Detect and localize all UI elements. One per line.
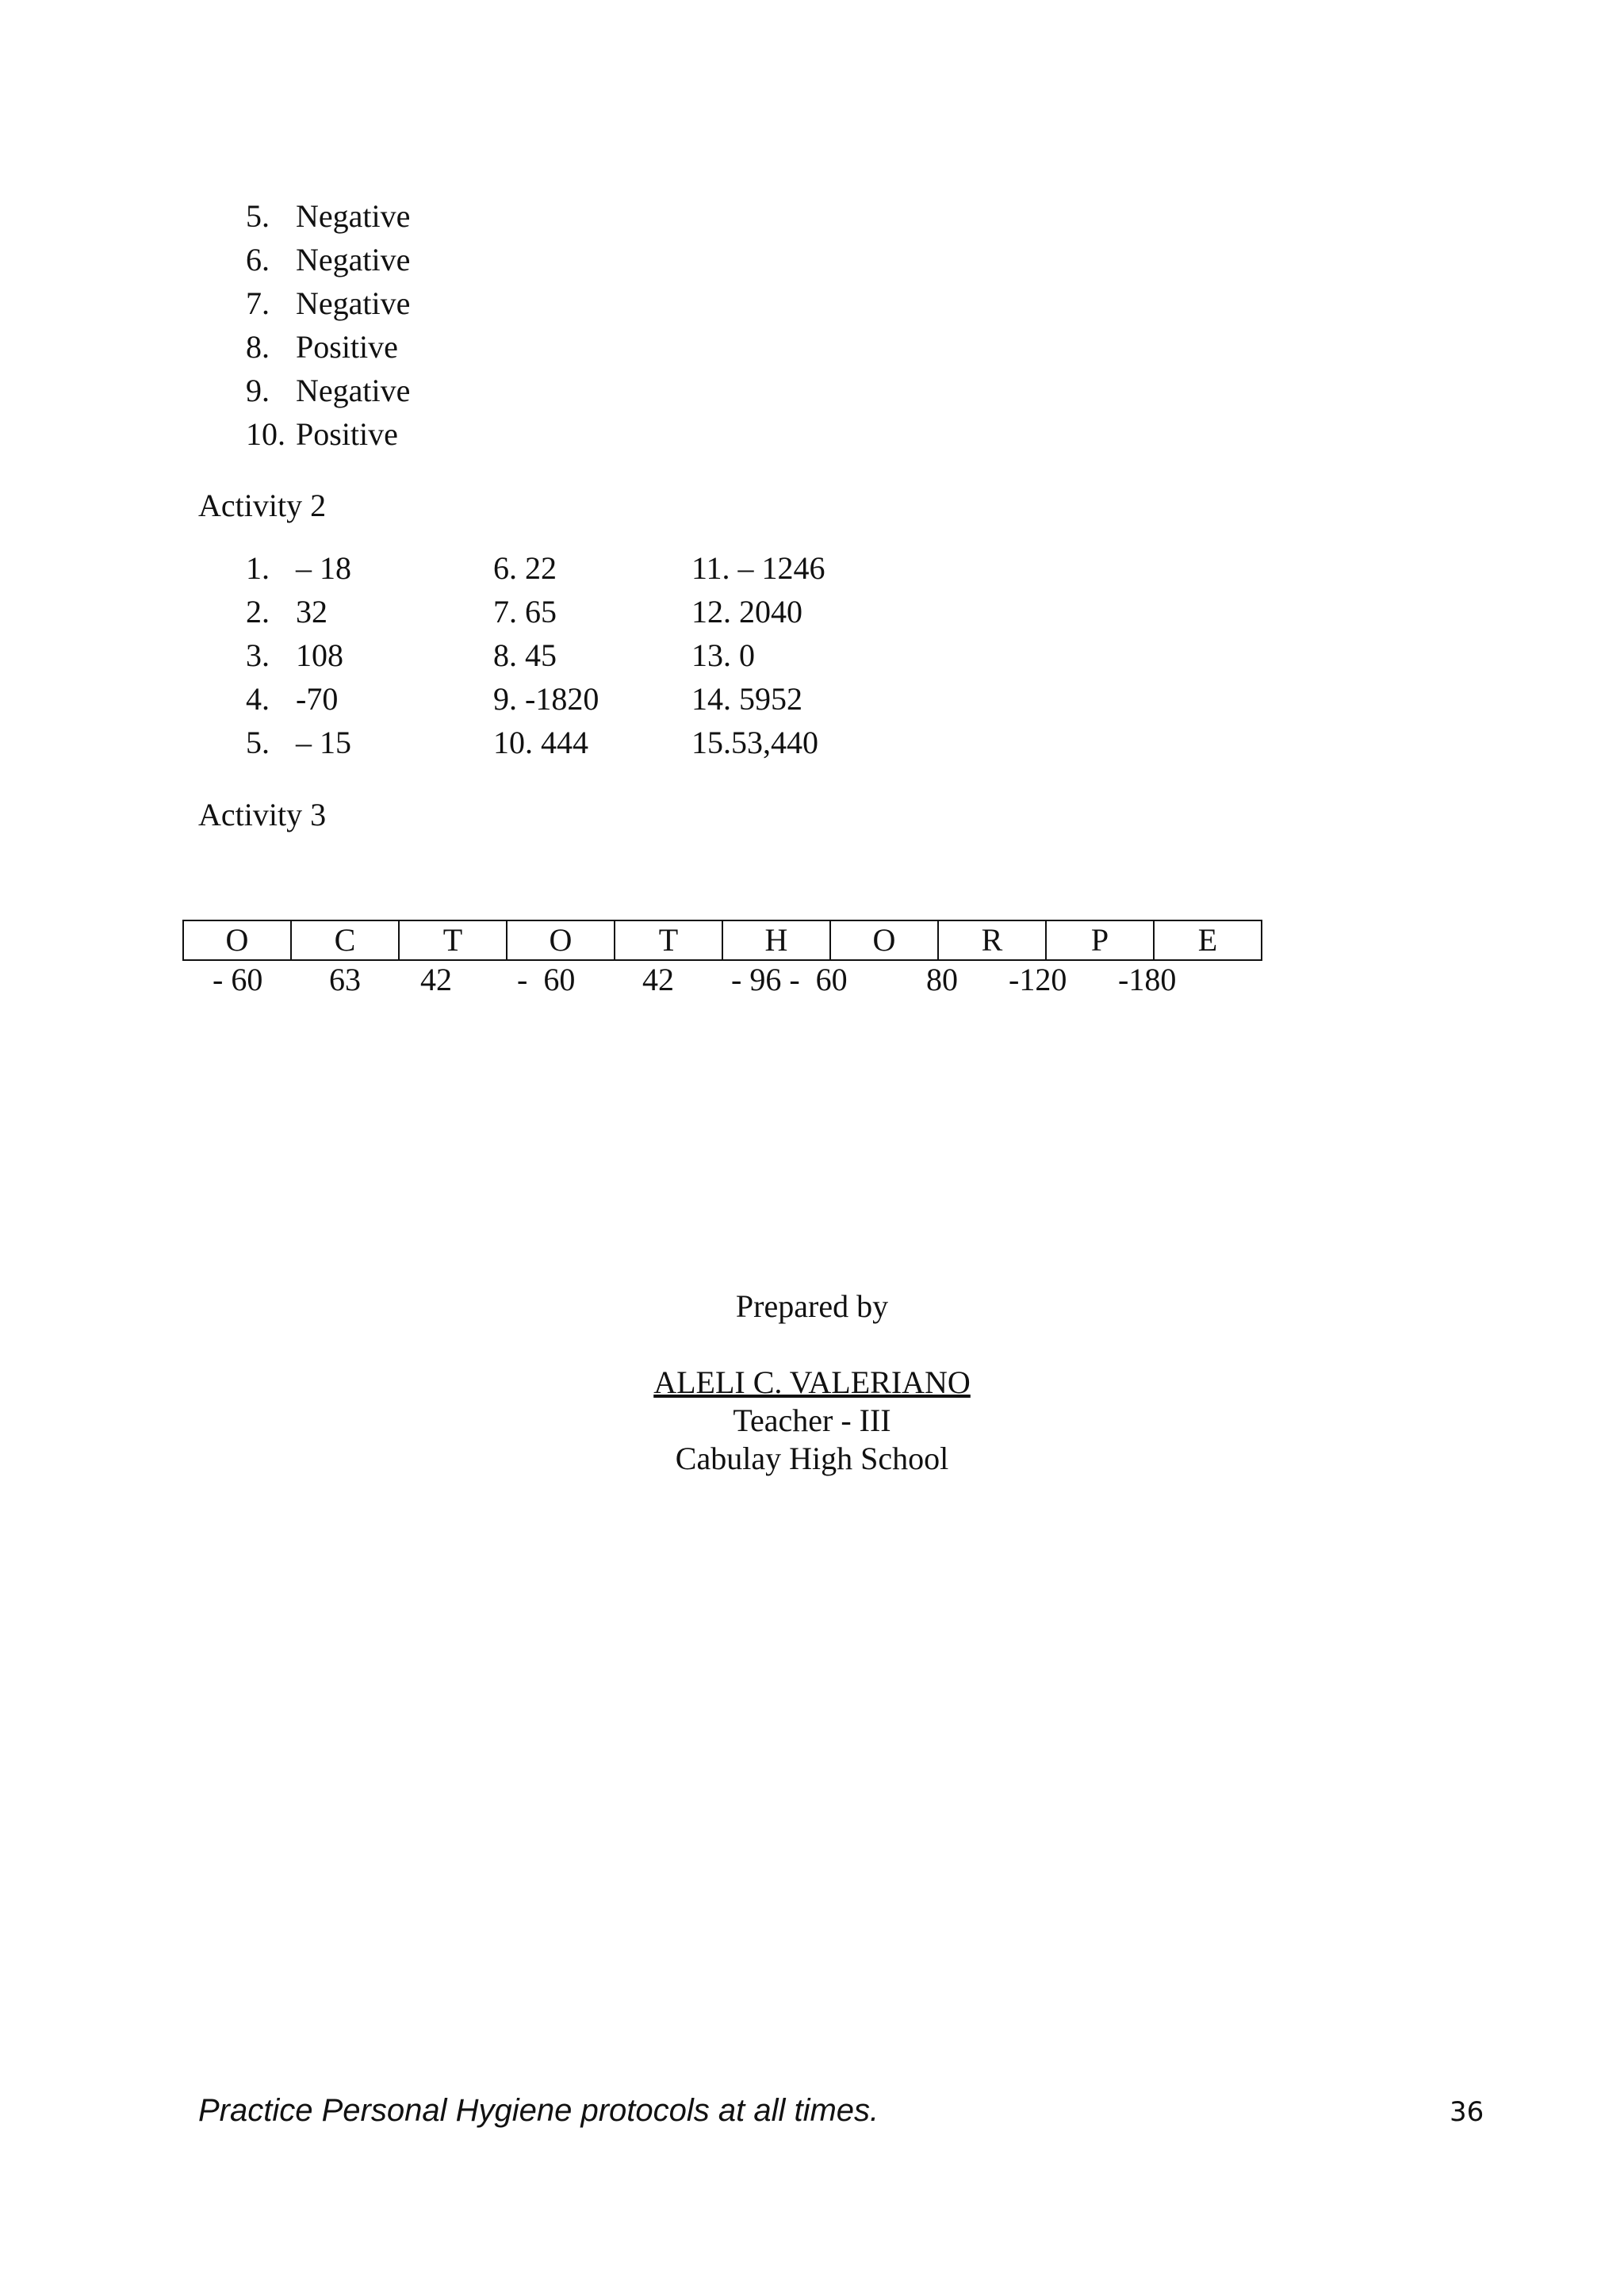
- activity-3-values: [182, 958, 1254, 1001]
- item-answer: 8. 45: [493, 637, 557, 673]
- item-number: 3.: [246, 637, 270, 673]
- item-number: 8.: [246, 329, 270, 365]
- table-row: [246, 546, 890, 590]
- list-item: [246, 369, 410, 412]
- letter-cell: C: [291, 920, 399, 960]
- letter-cell: O: [183, 920, 291, 960]
- letter-cell: T: [615, 920, 722, 960]
- list-item: [246, 238, 410, 281]
- item-number: 4.: [246, 681, 270, 717]
- activity-2-heading: Activity 2: [198, 488, 327, 523]
- item-answer: Negative: [296, 285, 411, 321]
- preparer-school: Cabulay High School: [675, 1441, 949, 1476]
- item-answer: Negative: [296, 373, 411, 408]
- item-answer: 6. 22: [493, 550, 557, 586]
- letter-cell: R: [938, 920, 1046, 960]
- item-answer: Positive: [296, 416, 398, 452]
- item-answer: 32: [296, 594, 327, 629]
- signature-name-wrapper: [0, 1360, 1624, 1404]
- letter-cell: O: [830, 920, 938, 960]
- value-label: - 60: [213, 962, 263, 997]
- value-label: 42: [420, 962, 452, 997]
- preparer-position: Teacher - III: [733, 1402, 891, 1438]
- item-answer: 9. -1820: [493, 681, 599, 717]
- item-number: 9.: [246, 373, 270, 408]
- list-item: [246, 281, 410, 325]
- item-number: 7.: [246, 285, 270, 321]
- item-number: 2.: [246, 594, 270, 629]
- page-number: 36: [1450, 2096, 1484, 2128]
- letter-cell: T: [399, 920, 507, 960]
- item-answer: – 15: [296, 725, 351, 760]
- table-row: [183, 920, 1262, 960]
- item-number: 6.: [246, 242, 270, 277]
- list-item: [246, 412, 410, 456]
- value-label: 42: [642, 962, 674, 997]
- table-row: [246, 590, 890, 633]
- list-item: [246, 194, 410, 238]
- item-answer: 12. 2040: [691, 594, 802, 629]
- item-answer: -70: [296, 681, 339, 717]
- activity-2-answers: [246, 546, 890, 764]
- item-answer: 108: [296, 637, 343, 673]
- activity-3-heading: Activity 3: [198, 797, 327, 832]
- item-answer: – 18: [296, 550, 351, 586]
- item-answer: 10. 444: [493, 725, 588, 760]
- item-answer: Negative: [296, 242, 411, 277]
- list-item: [246, 325, 410, 369]
- table-row: [246, 677, 890, 721]
- value-label: 80: [926, 962, 958, 997]
- item-answer: Negative: [296, 198, 411, 234]
- value-label: -180: [1118, 962, 1177, 997]
- value-label: 63: [329, 962, 361, 997]
- item-number: 5.: [246, 725, 270, 760]
- item-number: 10.: [246, 416, 285, 452]
- item-answer: Positive: [296, 329, 398, 365]
- item-answer: 7. 65: [493, 594, 557, 629]
- item-answer: 15.53,440: [691, 725, 818, 760]
- activity-3-letter-table: [182, 920, 1262, 961]
- letter-cell: O: [507, 920, 615, 960]
- value-label: - 60: [517, 962, 576, 997]
- item-answer: 14. 5952: [691, 681, 802, 717]
- footer-note: Practice Personal Hygiene protocols at all times.: [198, 2093, 879, 2128]
- prepared-by-label: Prepared by: [735, 1288, 889, 1324]
- letter-cell: E: [1154, 920, 1262, 960]
- item-number: 5.: [246, 198, 270, 234]
- answer-list-continued: [246, 194, 410, 456]
- table-row: [246, 633, 890, 677]
- table-row: [246, 721, 890, 764]
- value-label: -120: [1009, 962, 1067, 997]
- item-number: 1.: [246, 550, 270, 586]
- item-answer: 11. – 1246: [691, 550, 825, 586]
- item-answer: 13. 0: [691, 637, 755, 673]
- value-label: - 96 - 60: [731, 962, 848, 997]
- preparer-name: ALELI C. VALERIANO: [653, 1364, 971, 1400]
- letter-cell: P: [1046, 920, 1154, 960]
- letter-cell: H: [722, 920, 830, 960]
